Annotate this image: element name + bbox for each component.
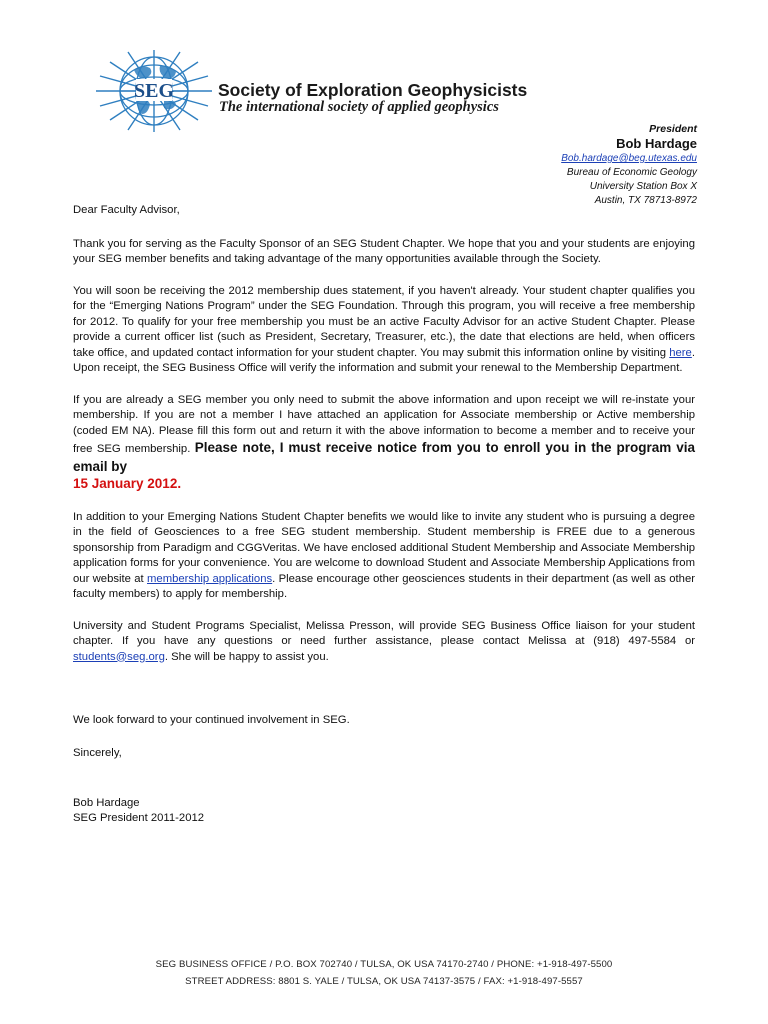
membership-applications-link[interactable]: membership applications (147, 572, 273, 585)
here-link[interactable]: here (669, 346, 692, 359)
signature-name: Bob Hardage (73, 797, 140, 809)
paragraph-5 (73, 619, 695, 666)
enrollment-note: Please note, I must receive notice from you to enroll you in the program via email by (73, 440, 695, 474)
paragraph-text: If you are already a SEG member you only need to submit the above information and upon receipt we will re-instate your membership. If you are not a member I have attached an application for Associate membership or Active membership (coded EM NA). Please fill this form out and return it with the above information to become a member and to receive your free SEG membership. (73, 393, 695, 455)
sender-address-line: University Station Box X (589, 181, 697, 192)
organization-name: Society of Exploration Geophysicists (218, 80, 528, 100)
paragraph-text: University and Student Programs Specialist, Melissa Presson, will provide SEG Business Office liaison for your student chapter. If you have any questions or need further assistance, please contact Melissa at (918) 497-5584 or (73, 619, 695, 647)
students-email-link[interactable]: students@seg.org (73, 650, 165, 663)
paragraph-text: In addition to your Emerging Nations Student Chapter benefits we would like to invite any student who is pursuing a degree in the field of Geosciences to a free SEG student membership. Student membership is FREE due to a generous sponsorship from Paradigm and CGGVeritas. We have enclosed additional Student Membership and Associate Membership application forms for your convenience. You are welcome to download Student and Associate Membership Applications from our website at (73, 510, 695, 585)
organization-tagline: The international society of applied geophysics (219, 99, 499, 115)
greeting: Dear Faculty Advisor, (73, 204, 180, 216)
paragraph-text: . Upon receipt, the SEG Business Office will verify the information and submit your renewal to the Membership Department. (73, 346, 695, 374)
footer-line-1: SEG BUSINESS OFFICE / P.O. BOX 702740 / TULSA, OK USA 74170-2740 / PHONE: +1-918-497-5500 (155, 959, 613, 970)
sender-name: Bob Hardage (616, 136, 697, 151)
seg-globe-logo (90, 48, 218, 134)
footer-line-2: STREET ADDRESS: 8801 S. YALE / TULSA, OK USA 74137-3575 / FAX: +1-918-497-5557 (185, 976, 583, 987)
paragraph-1: Thank you for serving as the Faculty Sponsor of an SEG Student Chapter. We hope that you and your students are enjoying your SEG member benefits and taking advantage of the many opportunities available through the Society. (73, 237, 695, 265)
paragraph-4 (73, 510, 695, 603)
closing-line: We look forward to your continued involvement in SEG. (73, 714, 350, 726)
letter-body (73, 203, 695, 681)
signature-title: SEG President 2011-2012 (73, 812, 205, 824)
sender-address-line: Austin, TX 78713-8972 (594, 195, 697, 206)
logo-text: SEG (133, 80, 175, 102)
paragraph-text: You will soon be receiving the 2012 membership dues statement, if you haven't already. Your student chapter qualifies you for the “Emerging Nations Program” under the SEG Foundation. Through this program, you will receive a free membership for 2012. To qualify for your free membership you must be an active Faculty Advisor for an active Student Chapter. Please provide a current officer list (such as President, Secretary, Treasurer, etc.), the date that elections are held, when officers take office, and updated contact information for your student chapter. You may submit this information online by visiting (73, 284, 695, 359)
sender-block (561, 122, 697, 208)
sender-address-line: Bureau of Economic Geology (566, 167, 697, 178)
signoff: Sincerely, (73, 747, 122, 759)
sender-email-link[interactable]: Bob.hardage@beg.utexas.edu (561, 153, 697, 164)
sender-role: President (649, 123, 697, 135)
paragraph-text: . She will be happy to assist you. (164, 650, 329, 663)
deadline-date: 15 January 2012. (73, 476, 182, 491)
paragraph-text: . Please encourage other geosciences students in their department (as well as other faculty members) to apply for membership. (73, 572, 695, 600)
paragraph-3 (73, 393, 695, 494)
paragraph-2 (73, 284, 695, 377)
